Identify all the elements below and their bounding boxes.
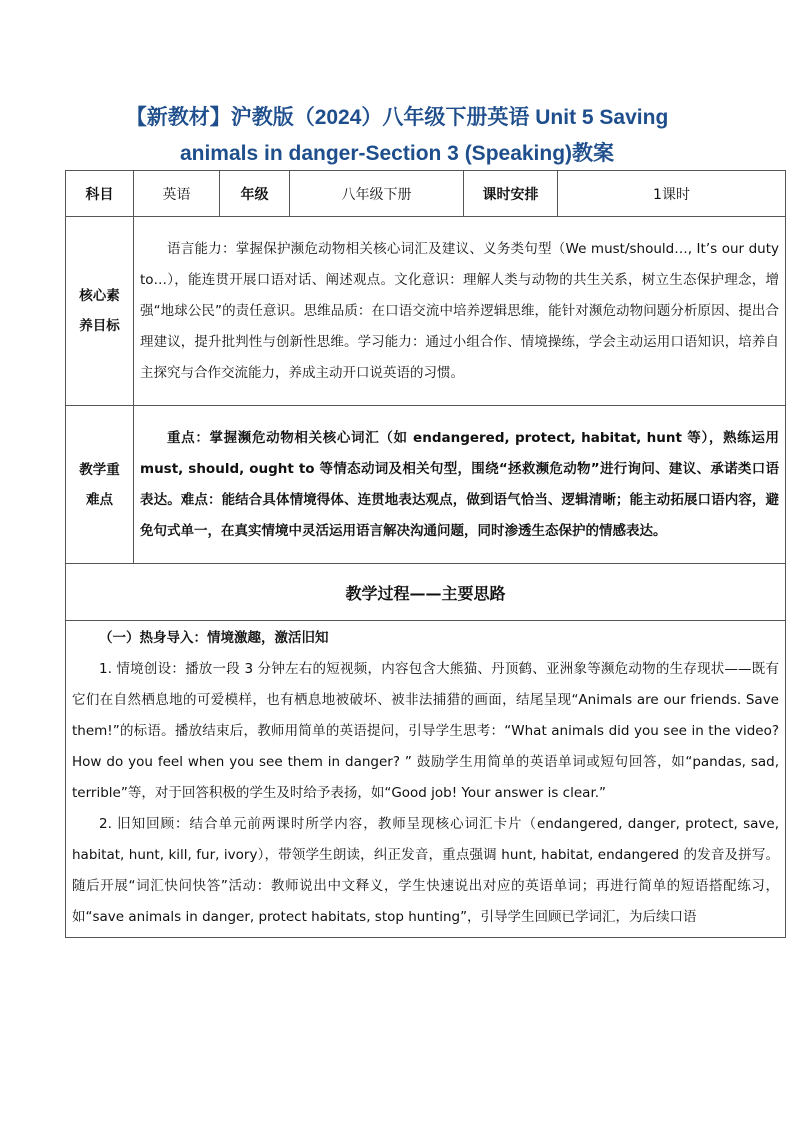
core-goals-content <box>134 217 786 406</box>
process-paragraph-1: 1. 情境创设：播放一段 3 分钟左右的短视频，内容包含大熊猫、丹顶鹤、亚洲象等濒危动物的生存现状——既有它们在自然栖息地的可爱模样，也有栖息地被破坏、被非法捕猎的画面，结尾呈现“Animals are our friends. Save them!”的标语。播放结束后，教师用简单的英语提问，引导学生思考：“What animals did you see in the video? How do you feel when you see them in danger? ” 鼓励学生用简单的英语单词或短句回答，如“pandas, sad, terrible”等，对于回答积极的学生及时给予表扬，如“Good job! Your answer is clear.” <box>72 661 779 801</box>
core-goals-label-line1: 核心素 <box>79 288 120 304</box>
grade-value: 八年级下册 <box>290 171 464 217</box>
core-goals-label-line2: 养目标 <box>79 318 120 334</box>
key-points-text: 重点：掌握濒危动物相关核心词汇（如 endangered, protect, habitat, hunt 等），熟练运用 must, should, ought to 等情态动词及相关句型，围绕“拯救濒危动物”进行询问、建议、承诺类口语表达。难点：能结合具体情境得体、连贯地表达观点，做到语气恰当、逻辑清晰；能主动拓展口语内容，避免句式单一，在真实情境中灵活运用语言解决沟通问题，同时渗透生态保护的情感表达。 <box>140 429 779 539</box>
title-line-1: 【新教材】沪教版（2024）八年级下册英语 Unit 5 Saving <box>125 106 669 129</box>
process-heading: 教学过程——主要思路 <box>66 564 786 621</box>
process-content <box>66 621 786 938</box>
process-content-row <box>66 621 786 938</box>
subject-value: 英语 <box>134 171 220 217</box>
document-title <box>0 100 794 172</box>
core-goals-label <box>66 217 134 406</box>
info-row <box>66 171 786 217</box>
core-goals-text: 语言能力：掌握保护濒危动物相关核心词汇及建议、义务类句型（We must/should…, It’s our duty to…），能连贯开展口语对话、阐述观点。文化意识：理解人类与动物的共生关系，树立生态保护理念，增强“地球公民”的责任意识。思维品质：在口语交流中培养逻辑思维，能针对濒危动物问题分析原因、提出合理建议，提升批判性与创新性思维。学习能力：通过小组合作、情境操练，学会主动运用口语知识，培养自主探究与合作交流能力，养成主动开口说英语的习惯。 <box>140 240 779 381</box>
hours-value: 1课时 <box>558 171 786 217</box>
key-points-label-line1: 教学重 <box>79 461 120 478</box>
grade-label: 年级 <box>220 171 290 217</box>
core-goals-row <box>66 217 786 406</box>
process-heading-row <box>66 564 786 621</box>
key-points-row <box>66 406 786 564</box>
key-points-label-line2: 难点 <box>86 491 113 508</box>
section-1-heading: （一）热身导入：情境激趣，激活旧知 <box>99 630 329 646</box>
title-line-2: animals in danger-Section 3 (Speaking)教案 <box>179 142 615 165</box>
key-points-label <box>66 406 134 564</box>
lesson-plan-table <box>65 170 786 938</box>
subject-label: 科目 <box>66 171 134 217</box>
process-paragraph-2: 2. 旧知回顾：结合单元前两课时所学内容，教师呈现核心词汇卡片（endangered, danger, protect, save, habitat, hunt, kill, fur, ivory），带领学生朗读，纠正发音，重点强调 hunt, habitat, endangered 的发音及拼写。随后开展“词汇快问快答”活动：教师说出中文释义，学生快速说出对应的英语单词；再进行简单的短语搭配练习，如“save animals in danger, protect habitats, stop hunting”，引导学生回顾已学词汇，为后续口语 <box>72 816 779 925</box>
hours-label: 课时安排 <box>464 171 558 217</box>
key-points-content <box>134 406 786 564</box>
